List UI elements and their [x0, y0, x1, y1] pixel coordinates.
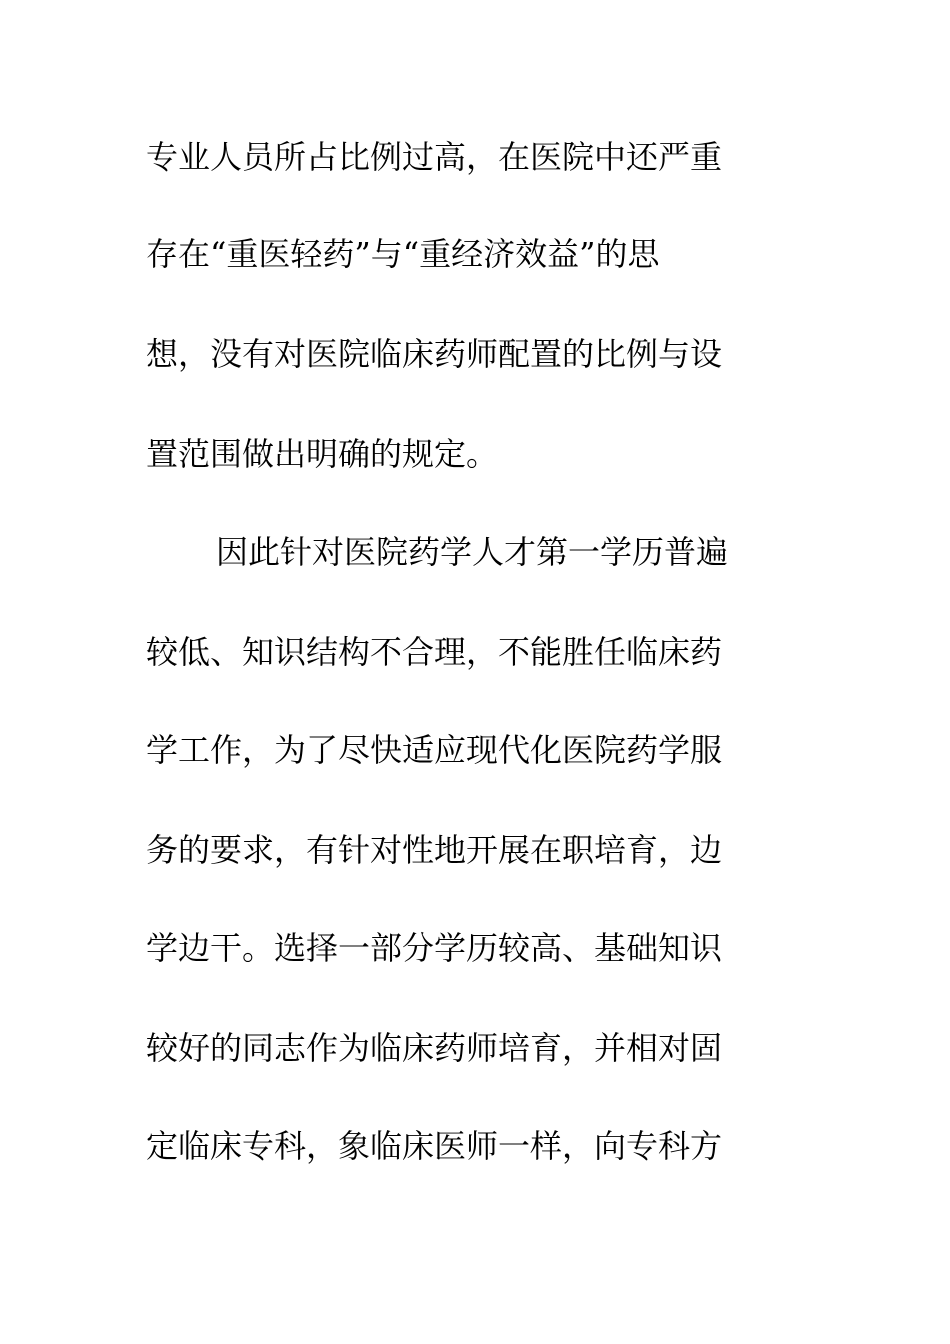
text-line: 存在“重医轻药”与“重经济效益”的思	[146, 235, 660, 273]
text-line: 想，没有对医院临床药师配置的比例与设	[146, 335, 723, 373]
text-line: 务的要求，有针对性地开展在职培育，边	[146, 831, 723, 869]
text-line: 较好的同志作为临床药师培育，并相对固	[146, 1029, 723, 1067]
text-line: 定临床专科，象临床医师一样，向专科方	[146, 1127, 723, 1165]
text-line: 较低、知识结构不合理，不能胜任临床药	[146, 633, 723, 671]
text-line: 专业人员所占比例过高，在医院中还严重	[146, 138, 723, 176]
text-line: 因此针对医院药学人才第一学历普遍	[216, 533, 729, 571]
text-line: 学边干。选择一部分学历较高、基础知识	[146, 929, 723, 967]
text-line: 置范围做出明确的规定。	[146, 435, 499, 473]
text-line: 学工作，为了尽快适应现代化医院药学服	[146, 731, 723, 769]
